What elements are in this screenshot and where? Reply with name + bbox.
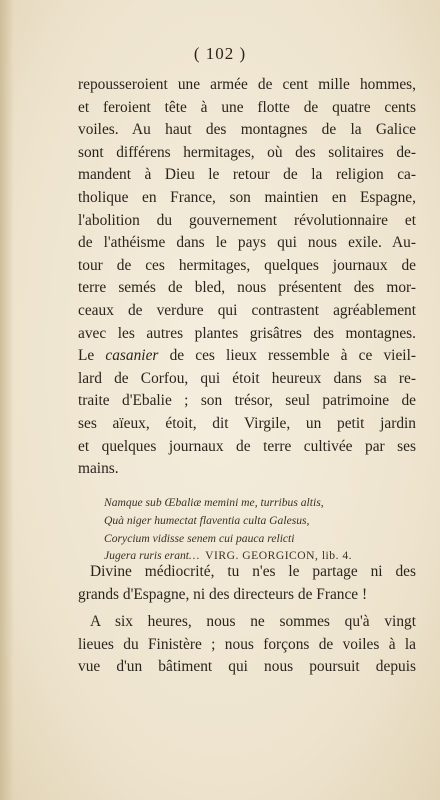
- text-fragment: de ces lieux ressemble à ce vieil-: [169, 347, 416, 365]
- closing-paragraph: [78, 561, 416, 679]
- text-line: ceaux de verdure qui contrastent agréablement: [78, 301, 416, 319]
- text-line: de l'athéisme dans le pays qui nous exile. Au-: [78, 234, 416, 252]
- page-gutter-shadow: [0, 0, 14, 800]
- text-line: terre semés de bled, nous présentent des mor-: [78, 279, 416, 297]
- text-line: mains.: [78, 460, 119, 478]
- text-line: mandent à Dieu le retour de la religion ca-: [78, 166, 416, 184]
- text-line-casanier: [78, 345, 416, 368]
- text-line: lieues du Finistère ; nous forçons de voiles à la: [78, 635, 416, 653]
- text-line: A six heures, nous ne sommes qu'à vingt: [90, 613, 416, 631]
- main-paragraph: [78, 74, 416, 481]
- text-fragment: Le: [78, 347, 95, 365]
- text-line: lard de Corfou, qui étoit heureux dans sa re-: [78, 369, 416, 387]
- text-line: avec les autres plantes grisâtres des montagnes.: [78, 324, 416, 342]
- text-line: l'abolition du gouvernement révolutionnaire et: [78, 211, 416, 229]
- text-line: tholique en France, son maintien en Espagne,: [78, 188, 416, 206]
- quote-fragment: Jugera ruris erant…: [104, 549, 200, 563]
- quote-line: Corycium vidisse senem cui pauca relicti: [104, 531, 295, 545]
- text-line: voiles. Au haut des montagnes de la Galice: [78, 121, 416, 139]
- quote-line: Namque sub Œbaliæ memini me, turribus altis,: [104, 496, 324, 509]
- italic-word: casanier: [105, 347, 159, 365]
- latin-quotation: [104, 494, 414, 565]
- text-line: et quelques journaux de terre cultivée par ses: [78, 437, 416, 455]
- text-line: tour de ces hermitages, quelques journaux de: [78, 256, 416, 274]
- text-line: ses aïeux, étoit, dit Virgile, un petit jardin: [78, 414, 416, 432]
- text-line: vue d'un bâtiment qui nous poursuit depuis: [78, 658, 416, 676]
- text-line: sont différens hermitages, où des solitaires de-: [78, 143, 416, 161]
- text-line: et feroient tête à une flotte de quatre cents: [78, 98, 416, 116]
- page-number: ( 102 ): [193, 44, 247, 63]
- text-line: Divine médiocrité, tu n'es le partage ni des: [90, 563, 416, 580]
- text-line: repousseroient une armée de cent mille hommes,: [78, 76, 416, 93]
- quote-citation: VIRG. GEORGICON, lib. 4.: [205, 549, 353, 563]
- quote-line: Quà niger humectat flaventia culta Galesus,: [104, 513, 310, 527]
- text-line: grands d'Espagne, ni des directeurs de France !: [78, 585, 368, 603]
- text-line: traite d'Ebalie ; son trésor, seul patrimoine de: [78, 392, 416, 410]
